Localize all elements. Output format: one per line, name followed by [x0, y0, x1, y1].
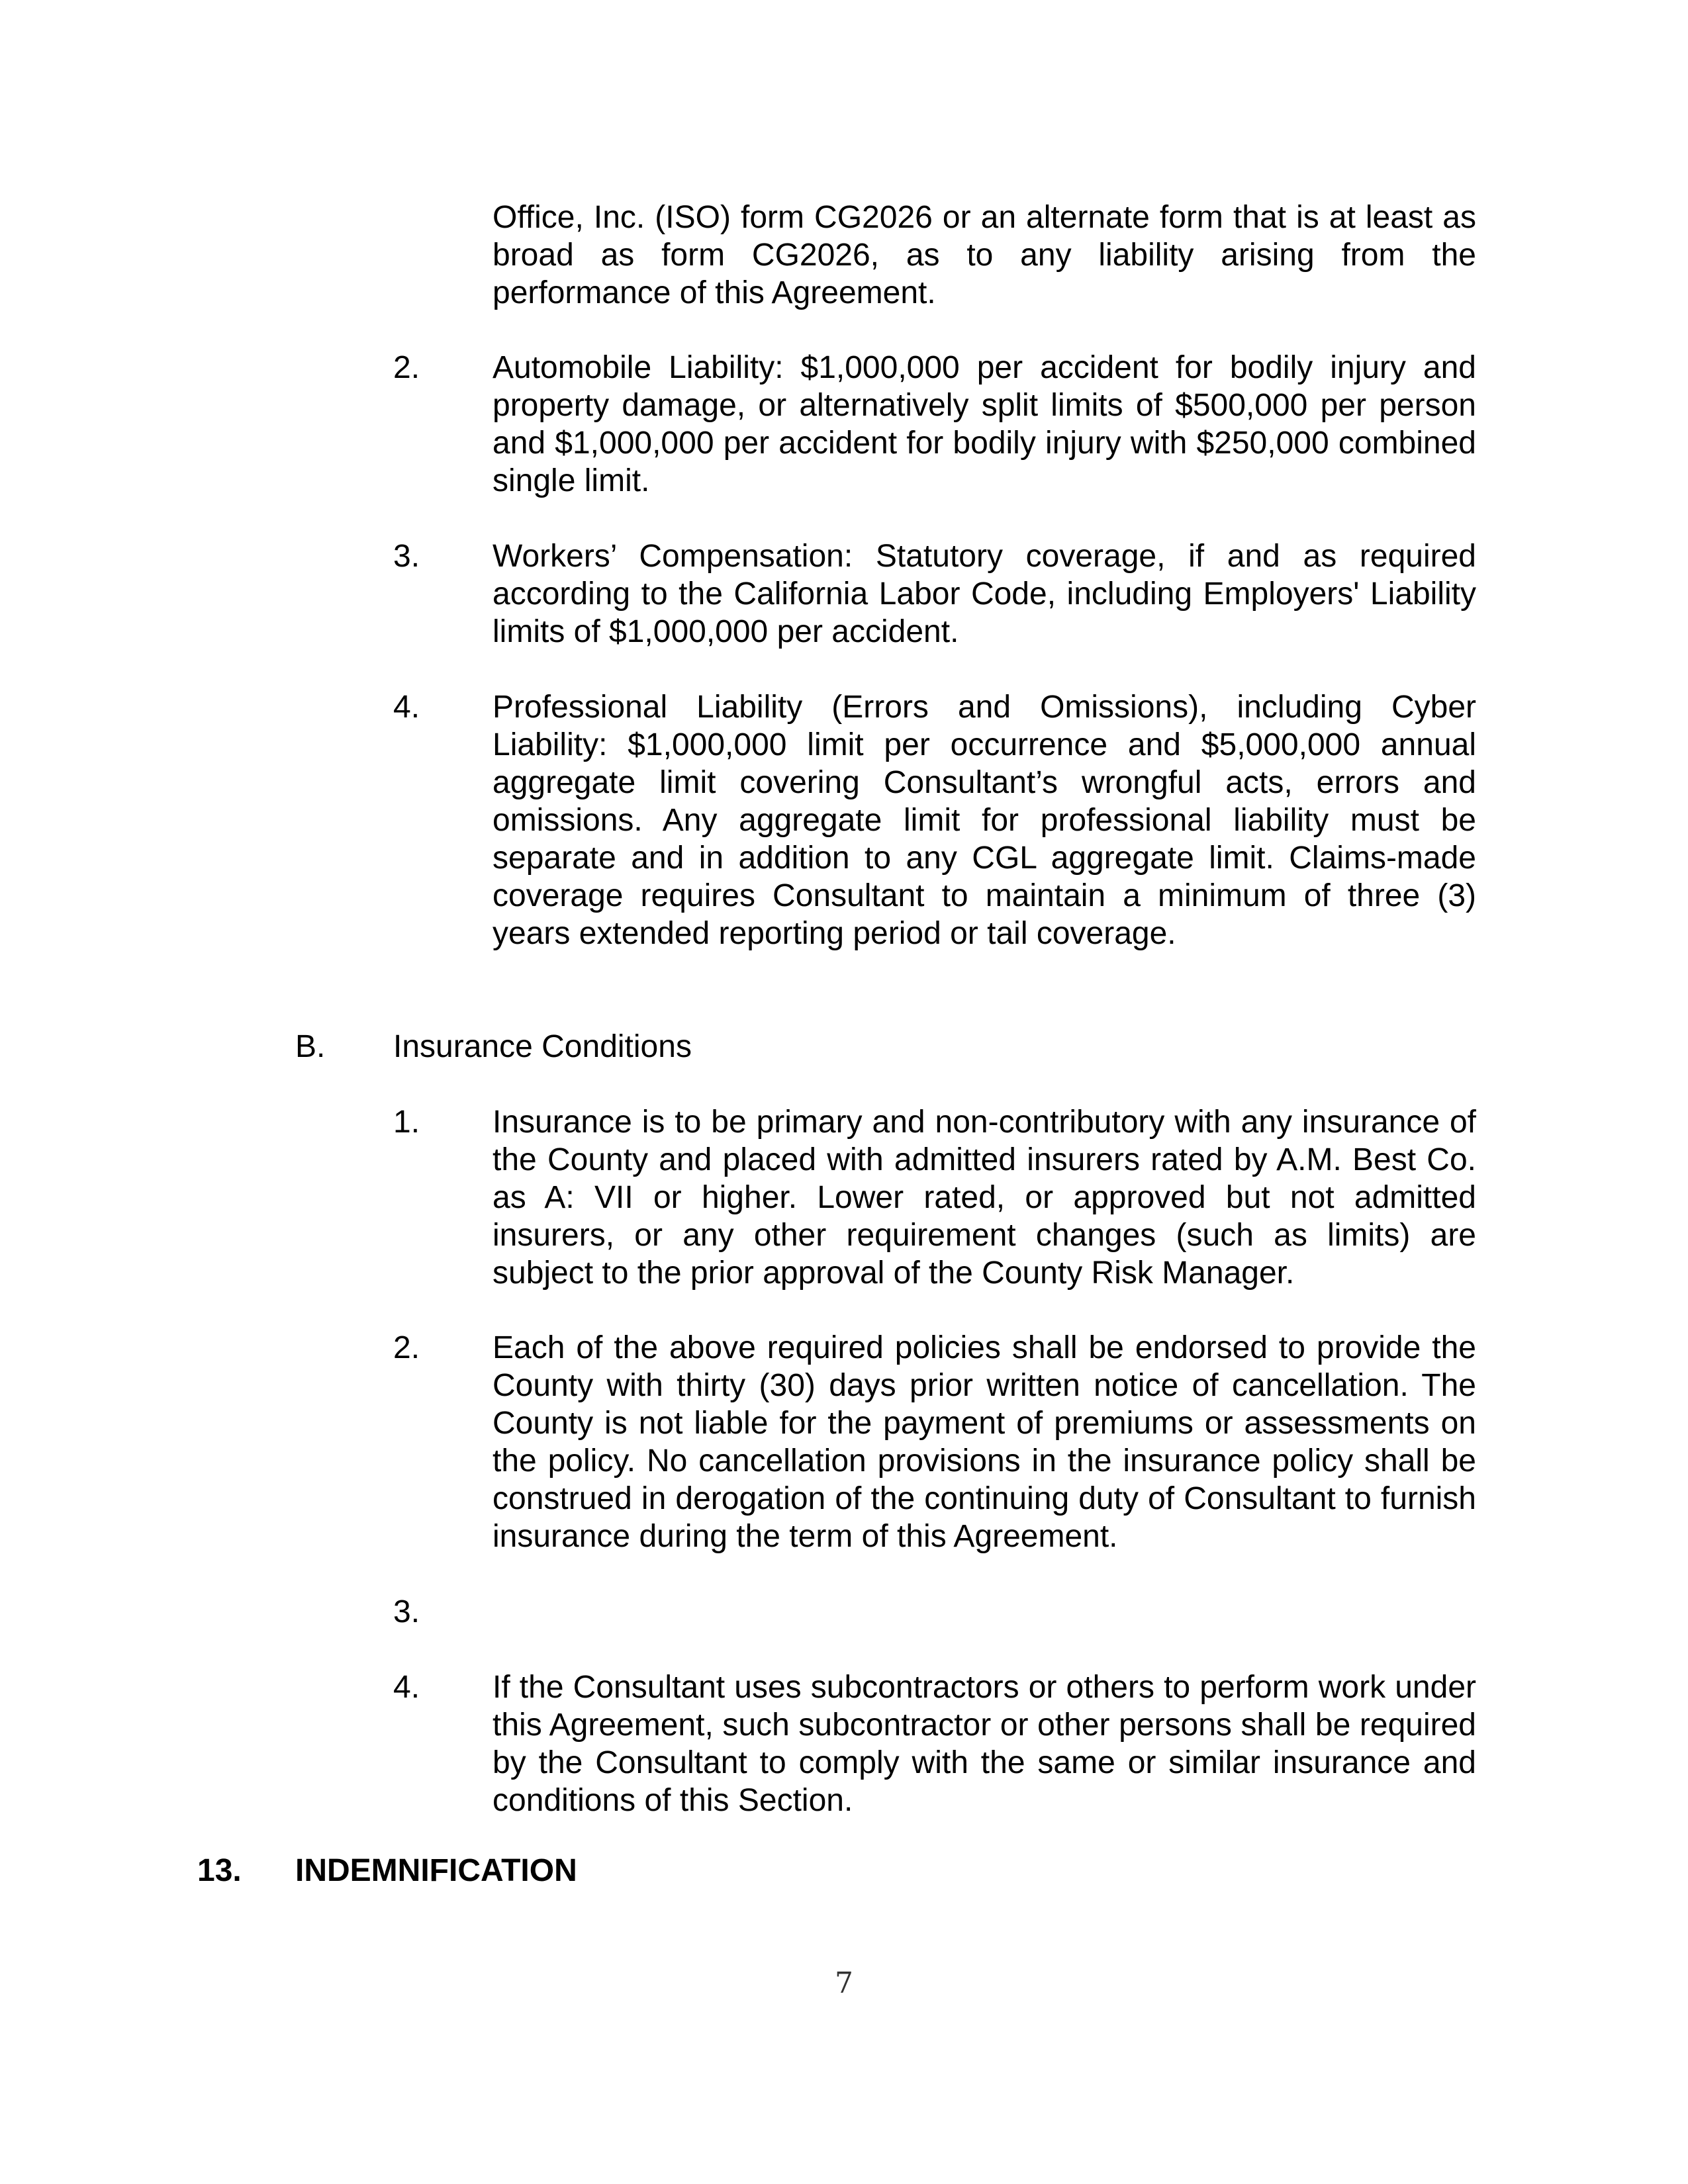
subcontractors-paragraph: If the Consultant uses subcontractors or others to perform work under this Agreement, such subcontractor or other persons shall be required by the Consultant to comply with the same or similar insurance and conditions of this Section. — [492, 1670, 1476, 1818]
item-number: 3. — [393, 539, 420, 574]
primary-insurance-paragraph: Insurance is to be primary and non-contributory with any insurance of the County and placed with admitted insurers rated by A.M. Best Co. as A: VII or higher. Lower rated, or approved but not admitted insurers, or any other requirement changes (such as limits) are subject to the prior approval of the County Risk Manager. — [492, 1105, 1476, 1291]
page-number: 7 — [835, 1966, 853, 2000]
item-number: 1. — [393, 1105, 420, 1140]
section-letter: B. — [295, 1029, 326, 1064]
cancellation-notice-paragraph: Each of the above required policies shall be endorsed to provide the County with thirty (30) days prior written notice of cancellation. The County is not liable for the payment of premiums or assessments on the policy. No cancellation provisions in the insurance policy shall be construed in derogation of the continuing duty of Consultant to furnish insurance during the term of this Agreement. — [492, 1330, 1476, 1554]
professional-liability-paragraph: Professional Liability (Errors and Omissions), including Cyber Liability: $1,000,000 limit per occurrence and $5,000,000 annual aggregate limit covering Consultant’s wrongful acts, errors and omissions. Any aggregate limit for professional liability must be separate and in addition to any CGL aggregate limit. Claims-made coverage requires Consultant to maintain a minimum of three (3) years extended reporting period or tail coverage. — [492, 690, 1476, 951]
section-heading: INDEMNIFICATION — [295, 1853, 577, 1888]
continuation-paragraph: Office, Inc. (ISO) form CG2026 or an alternate form that is at least as broad as form CG2026, as to any liability arising from the performance of this Agreement. — [492, 200, 1476, 310]
section-title: Insurance Conditions — [393, 1029, 692, 1064]
item-number: 2. — [393, 1330, 420, 1365]
item-number: 2. — [393, 350, 420, 385]
item-number: 4. — [393, 690, 420, 725]
item-number: 4. — [393, 1670, 420, 1705]
item-number: 3. — [393, 1594, 420, 1629]
section-number: 13. — [197, 1853, 242, 1888]
workers-compensation-paragraph: Workers’ Compensation: Statutory coverage, if and as required according to the California Labor Code, including Employers' Liability limits of $1,000,000 per accident. — [492, 539, 1476, 649]
automobile-liability-paragraph: Automobile Liability: $1,000,000 per accident for bodily injury and property damage, or alternatively split limits of $500,000 per person and $1,000,000 per accident for bodily injury with $250,000 combined single limit. — [492, 350, 1476, 498]
